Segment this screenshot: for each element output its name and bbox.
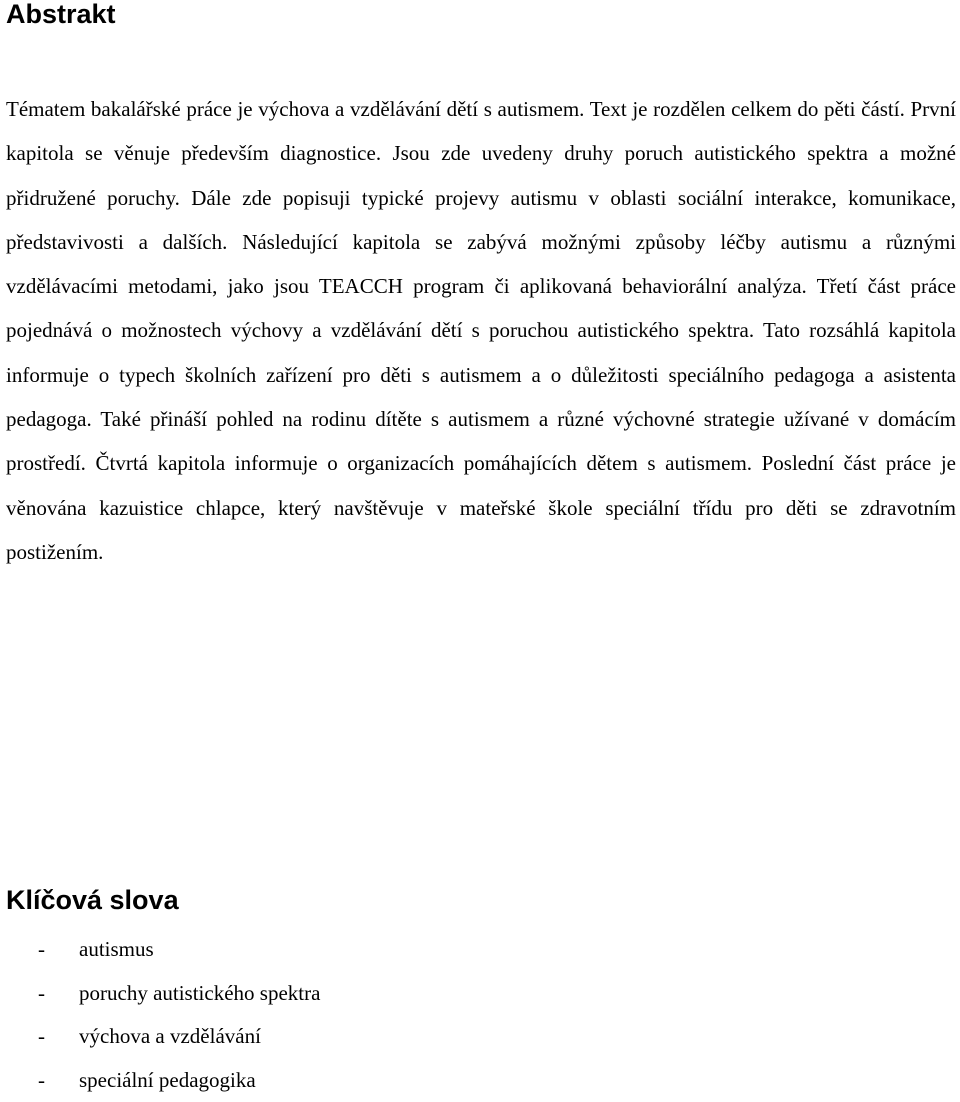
keyword-text: autismus [79,928,154,972]
keyword-item [6,928,320,972]
keyword-item [6,1059,320,1102]
keyword-text: speciální pedagogika [79,1059,256,1102]
keyword-text: poruchy autistického spektra [79,972,320,1016]
keyword-bullet: - [6,972,79,1016]
keyword-text: výchova a vzdělávání [79,1015,261,1059]
keyword-bullet: - [6,1059,79,1102]
keyword-bullet: - [6,1015,79,1059]
keyword-item [6,1015,320,1059]
keyword-list [6,928,320,1102]
abstract-heading: Abstrakt [6,0,116,30]
abstract-paragraph: Tématem bakalářské práce je výchova a vzdělávání dětí s autismem. Text je rozdělen celkem do pěti částí. První kapitola se věnuje především diagnostice. Jsou zde uvedeny druhy poruch autistického spektra a možné přidružené poruchy. Dále zde popisuji typické projevy autismu v oblasti sociální interakce, komunikace, představivosti a dalších. Následující kapitola se zabývá možnými způsoby léčby autismu a různými vzdělávacími metodami, jako jsou TEACCH program či aplikovaná behaviorální analýza. Třetí část práce pojednává o možnostech výchovy a vzdělávání dětí s poruchou autistického spektra. Tato rozsáhlá kapitola informuje o typech školních zařízení pro děti s autismem a o důležitosti speciálního pedagoga a asistenta pedagoga. Také přináší pohled na rodinu dítěte s autismem a různé výchovné strategie užívané v domácím prostředí. Čtvrtá kapitola informuje o organizacích pomáhajících dětem s autismem. Poslední část práce je věnována kazuistice chlapce, který navštěvuje v mateřské škole speciální třídu pro děti se zdravotním postižením. [6,87,956,574]
keyword-item [6,972,320,1016]
keywords-heading: Klíčová slova [6,884,179,916]
keyword-bullet: - [6,928,79,972]
